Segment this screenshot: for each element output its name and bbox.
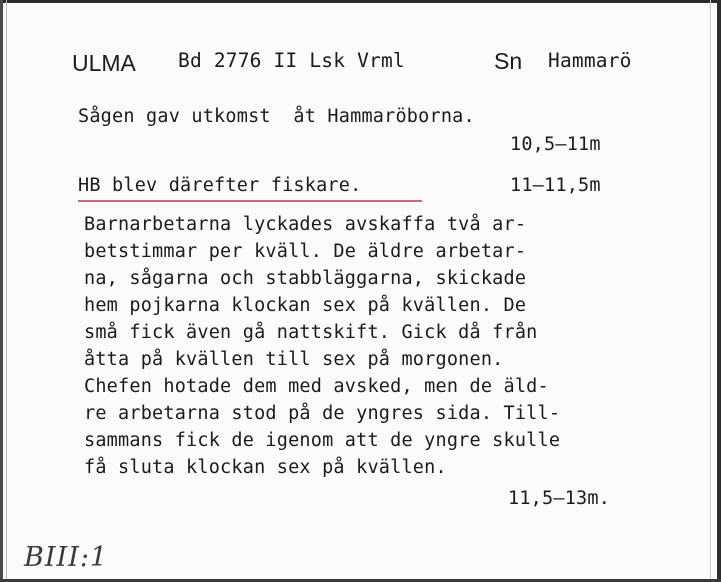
card-edge-left-line — [6, 0, 7, 582]
entry-time: 11–11,5m — [510, 175, 601, 196]
paragraph-line: Chefen hotade dem med avsked, men de äld- — [84, 376, 549, 397]
handwritten-annotation: BIII:1 — [24, 542, 109, 573]
accession-number: Bd 2776 II Lsk Vrml — [178, 49, 405, 72]
paragraph-line: små fick även gå nattskift. Gick då från — [84, 322, 538, 343]
archive-code: ULMA — [72, 50, 136, 76]
paragraph-line: få sluta klockan sex på kvällen. — [84, 457, 447, 478]
paragraph-line: hem pojkarna klockan sex på kvällen. De — [84, 295, 527, 316]
paragraph-line: re arbetarna stod på de yngres sida. Till- — [84, 403, 561, 424]
entry-text: Sågen gav utkomst åt Hammaröborna. — [78, 106, 475, 127]
card-edge-right-line — [710, 0, 711, 582]
parish-name: Hammarö — [548, 49, 632, 72]
paragraph-line: åtta på kvällen till sex på morgonen. — [84, 349, 504, 370]
card-edge-right — [717, 0, 721, 582]
paragraph-line: sammans fick de igenom att de yngre skulle — [84, 430, 561, 451]
paragraph-line: betstimmar per kväll. De äldre arbetar- — [84, 241, 527, 262]
paragraph-line: na, sågarna och stabbläggarna, skickade — [84, 268, 527, 289]
entry-text: HB blev därefter fiskare. — [78, 175, 362, 196]
paragraph-line: Barnarbetarna lyckades avskaffa två ar- — [84, 214, 527, 235]
entry-time: 10,5–11m — [510, 134, 601, 155]
card-edge-left — [0, 0, 3, 582]
card-edge-top — [0, 0, 721, 3]
red-underline — [78, 200, 422, 202]
entry-time: 11,5–13m. — [508, 488, 611, 509]
parish-label: Sn — [494, 48, 523, 74]
